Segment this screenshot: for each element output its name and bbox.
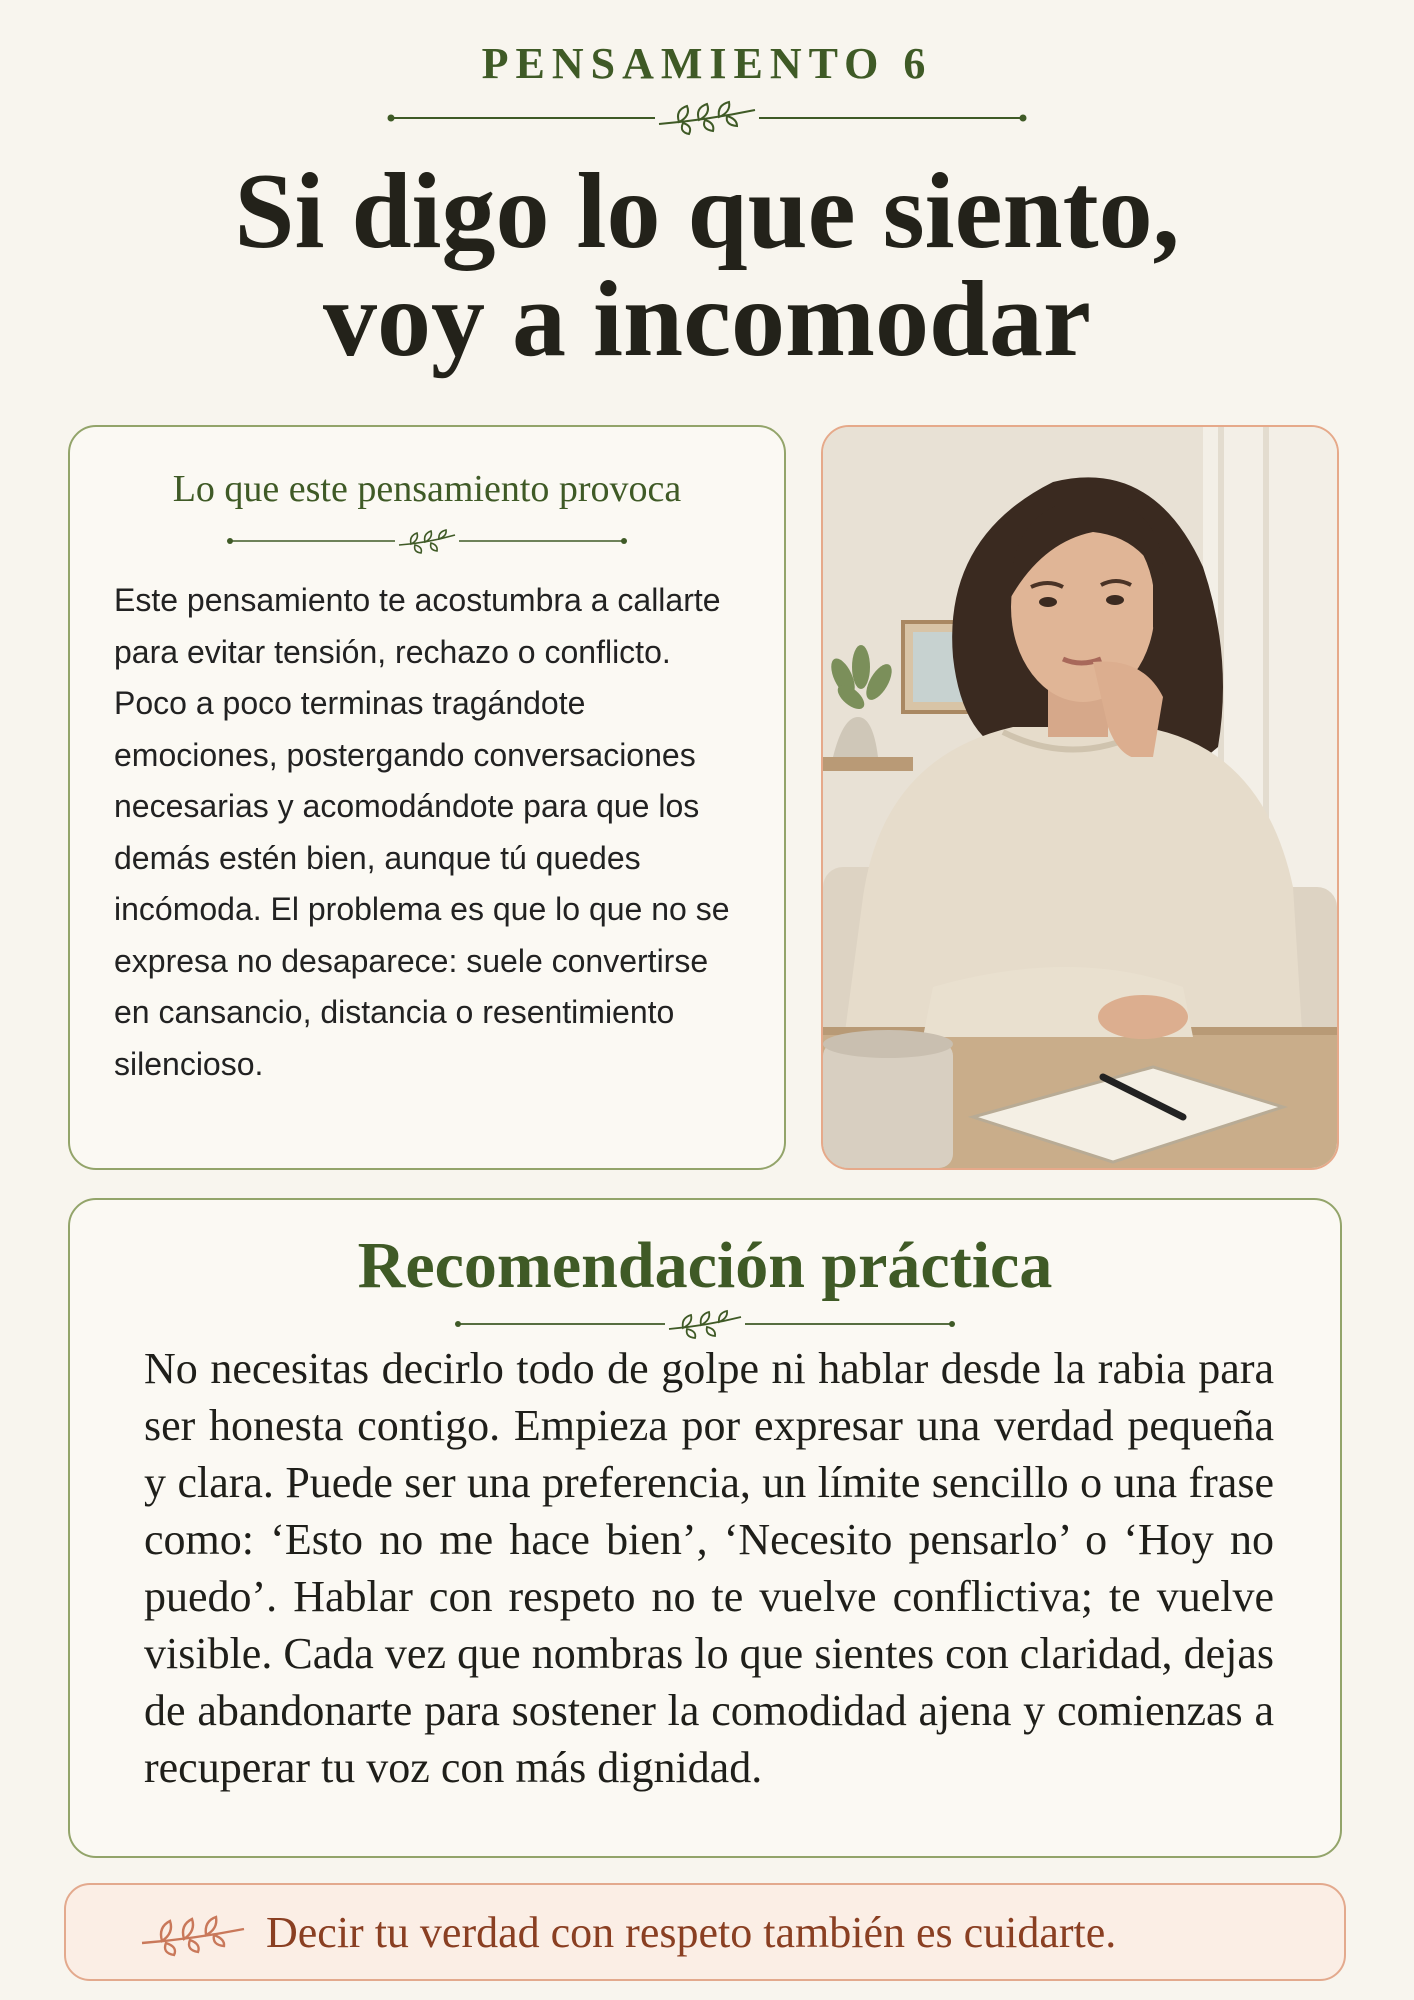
footer-banner [64,1883,1346,1981]
header-divider [0,98,1414,138]
recommendation-body: No necesitas decirlo todo de golpe ni hablar desde la rabia para ser honesta contigo. Empieza por expresar una verdad pequeña y clara. Puede ser una preferencia, un límite sencillo o una frase como: ‘Esto no me hace bien’, ‘Necesito pensarlo’ o ‘Hoy no puedo’. Hablar con respeto no te vuelve conflictiva; te vuelve visible. Cada vez que nombras lo que sientes con claridad, dejas de abandonarte para sostener la comodidad ajena y comienzas a recuperar tu voz con más dignidad. [144,1344,1274,1792]
woman-photo [821,425,1339,1170]
leaf-sprig-icon [387,98,1027,138]
page-title [0,152,1414,379]
info-body: Este pensamiento te acostumbra a callarte para evitar tensión, rechazo o conflicto. Poco a poco terminas tragándote emociones, postergando conversaciones necesarias y acomodándote para que los demás estén bien, aunque tú quedes incómoda. El problema es que lo que no se expresa no desaparece: suele convertirse en cansancio, distancia o resentimiento silencioso. [114,582,730,1082]
title-line-2: voy a incomodar [323,260,1091,379]
title-line-1: Si digo lo que siento, [234,152,1180,271]
leaf-branch-icon [138,1913,248,1957]
info-heading: Lo que este pensamiento provoca [172,468,682,510]
photo-illustration [823,427,1337,1168]
leaf-sprig-icon [227,527,627,555]
leaf-sprig-icon [455,1308,955,1340]
recommendation-heading: Recomendación práctica [357,1229,1053,1302]
section-label: PENSAMIENTO 6 [481,39,933,88]
info-card [68,425,786,1170]
recommendation-divider [70,1308,1340,1340]
recommendation-card [68,1198,1342,1858]
info-divider [70,527,784,555]
footer-quote: Decir tu verdad con respeto también es cuidarte. [266,1908,1117,1957]
